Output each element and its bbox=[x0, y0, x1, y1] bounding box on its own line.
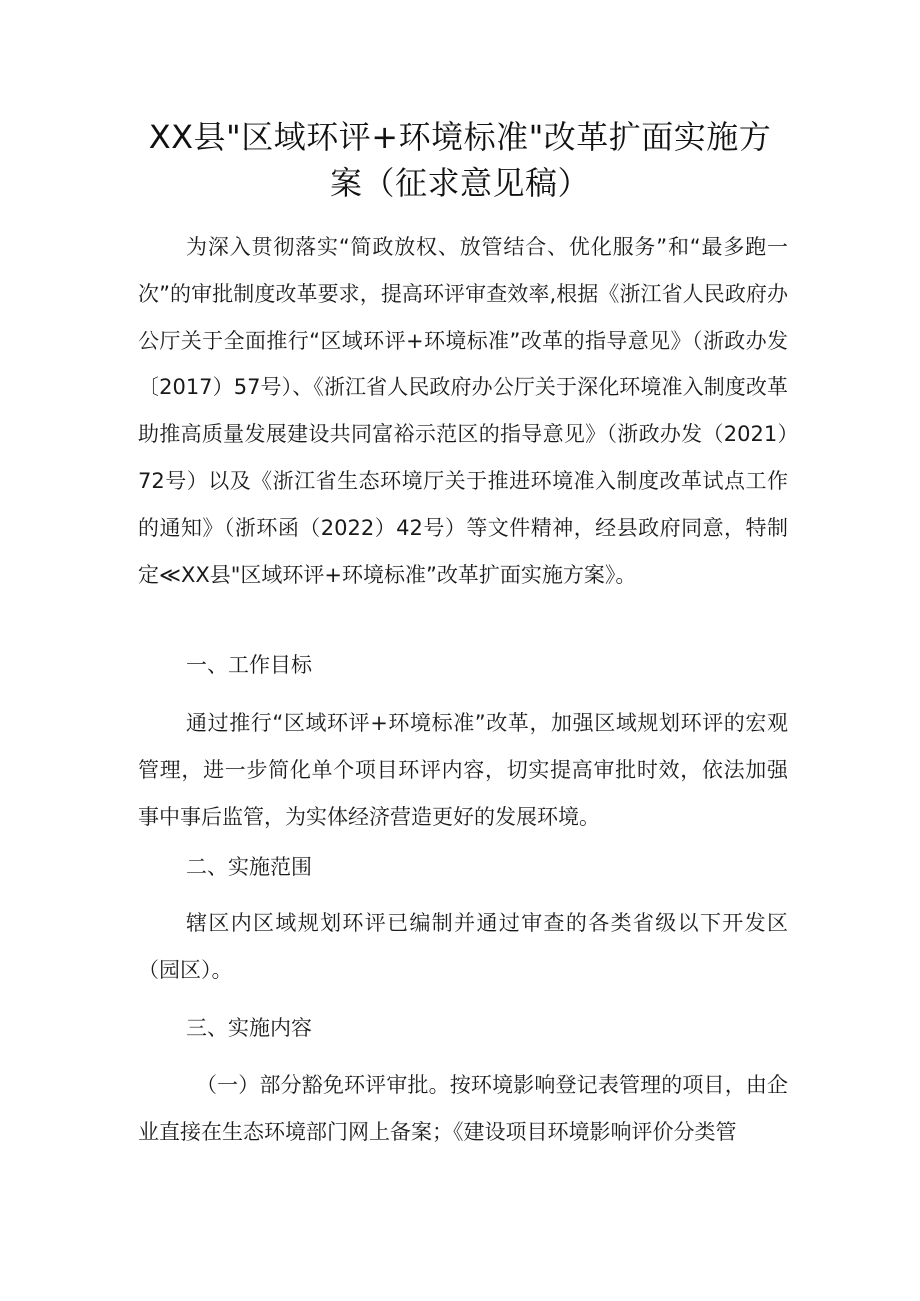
document-title-line-1: XX县"区域环评+环境标准"改革扩面实施方 bbox=[148, 118, 772, 156]
section-3-heading: 三、实施内容 bbox=[186, 1016, 312, 1040]
section-2-heading: 二、实施范围 bbox=[186, 855, 312, 879]
intro-paragraph: 为深入贯彻落实“简政放权、放管结合、优化服务”和“最多跑一次”的审批制度改革要求，提高环评审查效率,根据《浙江省人民政府办公厅关于全面推行“区域环评+环境标准”改革的指导意见》（浙政办发〔2017）57号）、《浙江省人民政府办公厅关于深化环境准入制度改革助推高质量发展建设共同富裕示范区的指导意见》（浙政办发（2021）72号）以及《浙江省生态环境厅关于推进环境准入制度改革试点工作的通知》（浙环函（2022）42号）等文件精神，经县政府同意，特制定≪XX县"区域环评+环境标准”改革扩面实施方案》。 bbox=[138, 235, 788, 587]
document-title-line-2: 案（征求意见稿） bbox=[329, 164, 590, 202]
section-2-paragraph: 辖区内区域规划环评已编制并通过审查的各类省级以下开发区（园区）。 bbox=[138, 911, 788, 982]
section-1-paragraph: 通过推行“区域环评+环境标准”改革，加强区域规划环评的宏观管理，进一步简化单个项目环评内容，切实提高审批时效，依法加强事中事后监管，为实体经济营造更好的发展环境。 bbox=[138, 711, 788, 829]
section-3-item-1-paragraph: （一）部分豁免环评审批。按环境影响登记表管理的项目，由企业直接在生态环境部门网上备案；《建设项目环境影响评价分类管 bbox=[138, 1073, 788, 1144]
section-1-heading: 一、工作目标 bbox=[186, 653, 312, 677]
